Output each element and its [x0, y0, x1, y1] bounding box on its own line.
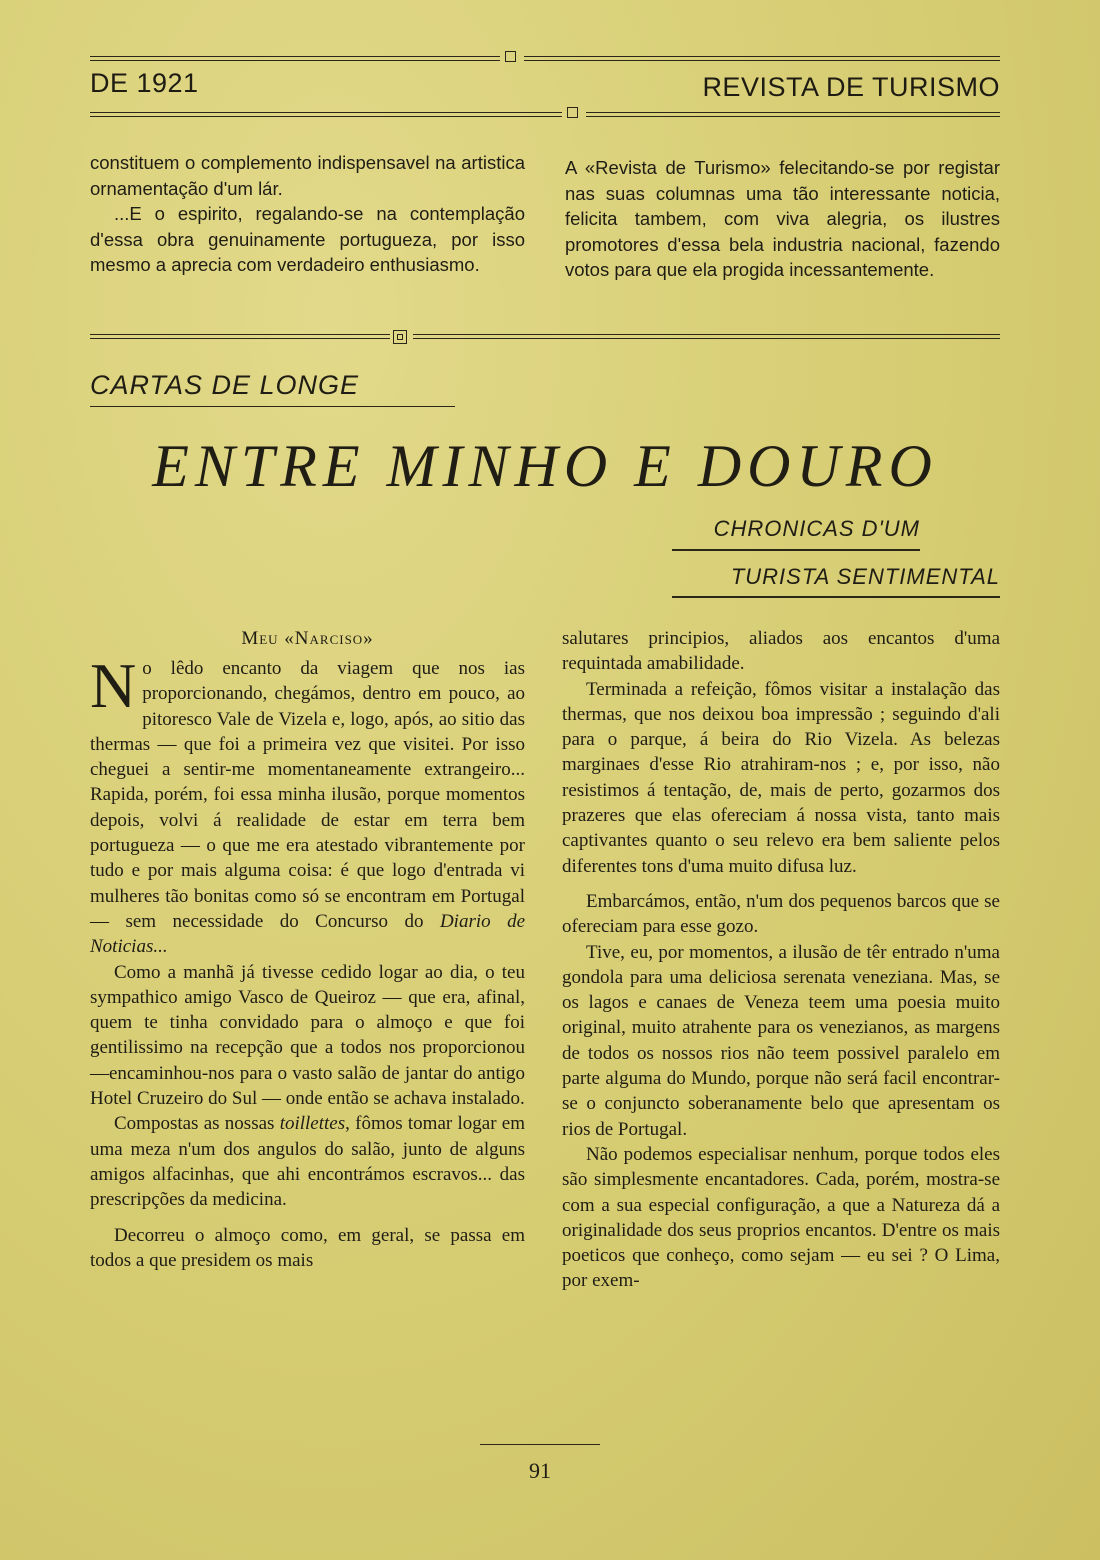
left-p1-text: o lêdo encanto da viagem que nos ias proporcionando, chegámos, dentro em pouco, ao pitoresco Vale de Vizela e, logo, após, ao sitio das thermas — que foi a primeira vez que visitei. Por isso cheguei a sentir-me momentaneamente extrangeiro... Rapida, porém, foi essa minha ilusão, porque momentos depois, volvi á realidade de estar em terra bem portugueza — o que me era atestado vibrantemente por tudo e por mais alguma coisa: é que logo d'entrada vi mulheres tão bonitas como só se encontram em Portugal — sem necessidade do Concurso do: [90, 658, 525, 932]
article-right-paragraph-4: Tive, eu, por momentos, a ilusão de têr entrado n'uma gondola para uma deliciosa serenata veneziana. Mas, se os lagos e canaes de Veneza teem uma poesia muito original, muito atrahente para os venezianos, as margens de todos os nossos rios não teem possivel paralelo em parte alguma do Mundo, porque não será facil encontrar-se o conjuncto soberanamente belo que apresentam os rios de Portugal.: [562, 941, 1000, 1140]
article-left-paragraph-2: Como a manhã já tivesse cedido logar ao dia, o teu sympathico amigo Vasco de Queiroz — que era, afinal, quem te tinha convidado para o almoço e que foi gentilissimo na recepção que a todos nos proporcionou—encaminhou-nos para o vasto salão de jantar do antigo Hotel Cruzeiro do Sul — onde então se achava instalado.: [90, 961, 525, 1110]
header-ornament-top: [505, 51, 516, 62]
article-right-column: [562, 626, 1000, 1294]
header-bottom-rule-left: [90, 112, 562, 117]
article-byline: Meu «Narciso»: [241, 628, 374, 649]
top-left-paragraph-2: ...E o espirito, regalando-se na contemplação d'essa obra genuinamente portugueza, por isso mesmo a aprecia com verdadeiro enthusiasmo.: [90, 203, 525, 275]
subtitle-1-underline: [672, 549, 920, 551]
top-left-paragraph-1: constituem o complemento indispensavel na artistica ornamentação d'um lár.: [90, 152, 525, 199]
header-top-rule-left: [90, 56, 500, 61]
section-divider-ornament: [393, 330, 407, 344]
section-divider-right: [413, 334, 1000, 339]
article-left-paragraph-4: Decorreu o almoço como, em geral, se passa em todos a que presidem os mais: [90, 1224, 525, 1271]
left-p3-italic: toillettes: [279, 1113, 346, 1135]
left-p3-text-a: Compostas as nossas: [114, 1113, 280, 1135]
article-subtitle-2: TURISTA SENTIMENTAL: [730, 564, 1000, 589]
section-divider-left: [90, 334, 390, 339]
header-ornament-bottom: [567, 107, 578, 118]
article-right-paragraph-2: Terminada a refeição, fômos visitar a instalação das thermas, que nos deixou boa impressão ; seguindo d'ali para o parque, á beira do Rio Vizela. As belezas marginaes d'esse Rio atrahiram-nos ; e, por isso, não resistimos á tentação, de, mais de perto, gozarmos dos prazeres que elas ofereciam á nossa vista, tanto mais captivantes quanto o seu relevo era bem saliente pelos diferentes tons d'uma muito difusa luz.: [562, 678, 1000, 877]
running-header-right: REVISTA DE TURISMO: [702, 72, 1000, 102]
article-subtitle-1: CHRONICAS D'UM: [713, 516, 920, 541]
article-right-paragraph-1: salutares principios, aliados aos encantos d'uma requintada amabilidade.: [562, 628, 1000, 675]
left-p1-italic: Diario de Noticias...: [90, 910, 526, 958]
header-top-rule-right: [524, 56, 1000, 61]
article-left-paragraph-1: [90, 650, 526, 960]
section-title-underline: [90, 406, 455, 407]
article-left-column: [90, 650, 526, 1273]
subtitle-2-underline: [672, 596, 1000, 598]
top-left-column: [90, 150, 525, 278]
page-number: 91: [529, 1458, 551, 1483]
article-right-paragraph-5: Não podemos especialisar nenhum, porque todos eles são simplesmente encantadores. Cada, porém, mostra-se com a sua especial configuração, a que a Natureza dá a originalidade dos seus proprios encantos. D'entre os mais poeticos que conheço, como sejam — eu sei ? O Lima, por exem-: [562, 1143, 1000, 1292]
section-title: CARTAS DE LONGE: [90, 370, 360, 400]
folio-rule: [480, 1444, 600, 1445]
running-header-left: DE 1921: [90, 68, 199, 98]
article-right-paragraph-3: Embarcámos, então, n'um dos pequenos barcos que se ofereciam para esse gozo.: [562, 890, 1000, 938]
top-right-column: [565, 155, 1000, 283]
drop-cap: N: [90, 650, 137, 721]
top-right-paragraph-1: A «Revista de Turismo» felecitando-se por registar nas suas columnas uma tão interessante noticia, felicita tambem, com viva alegria, os ilustres promotores d'essa bela industria nacional, fazendo votos para que ela progida incessantemente.: [565, 157, 1000, 280]
article-headline: ENTRE MINHO E DOURO: [152, 433, 938, 499]
article-left-paragraph-3: [90, 1111, 525, 1212]
header-bottom-rule-right: [586, 112, 1000, 117]
left-p3-text-b: , fômos tomar logar em uma meza n'um dos angulos do salão, junto de alguns amigos alfacinhas, que ahi encontrámos escravos... das prescripções da medicina.: [90, 1113, 525, 1211]
